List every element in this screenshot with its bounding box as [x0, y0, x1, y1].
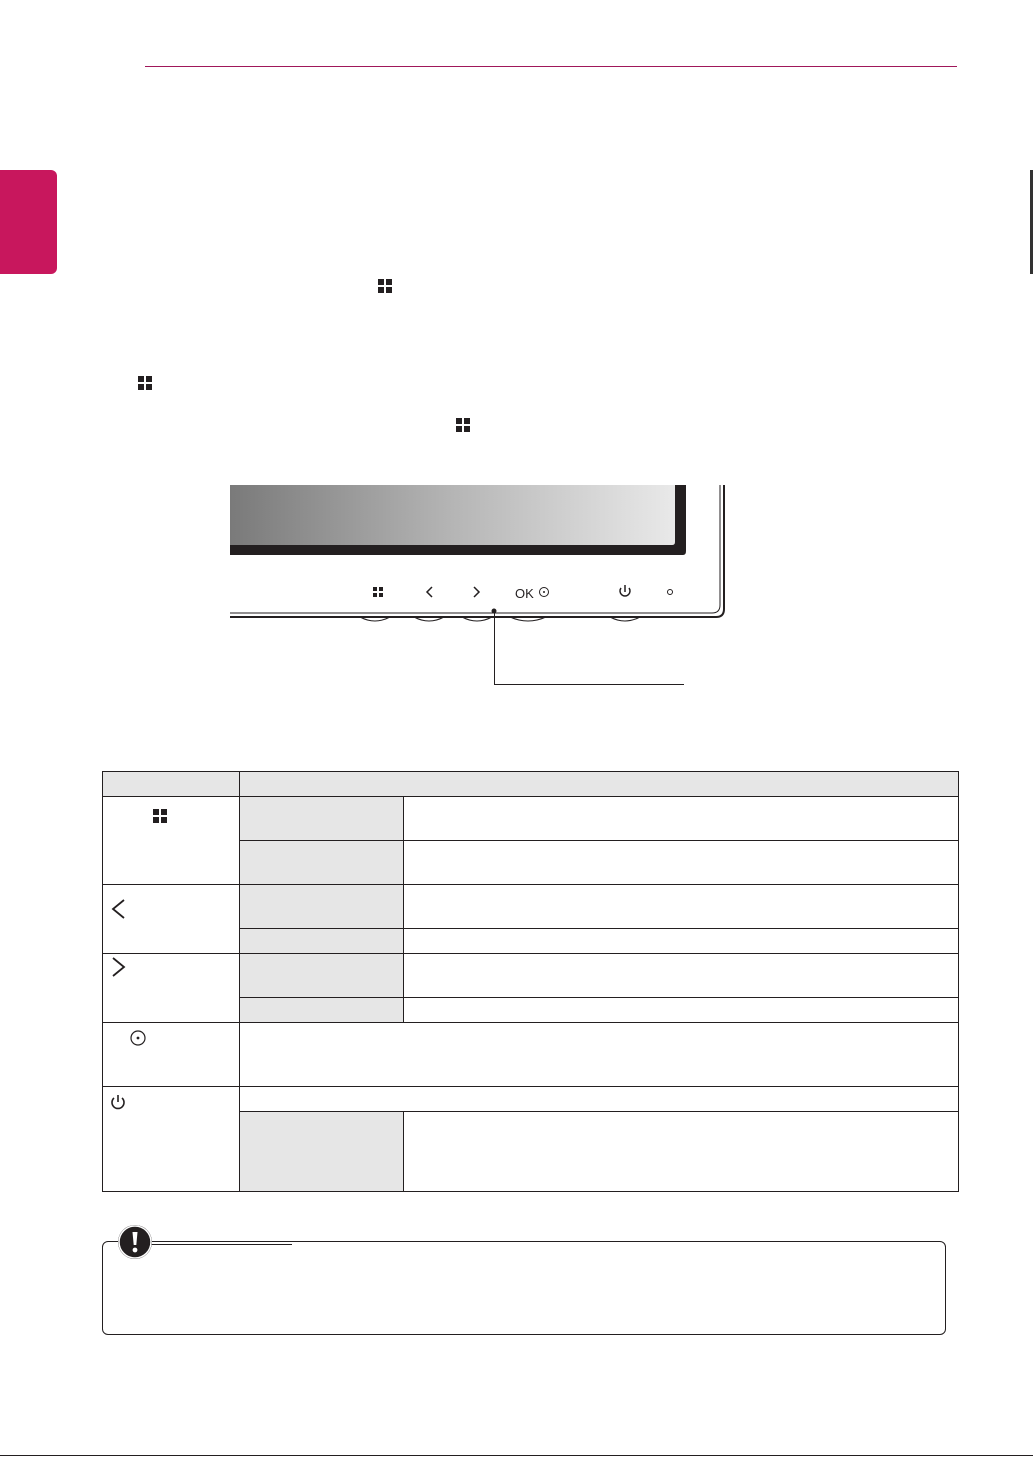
table-row — [103, 954, 959, 998]
table-subcell — [240, 929, 404, 954]
table-cell — [404, 885, 959, 929]
bezel-ok-label: OK — [515, 586, 534, 601]
circle-dot-icon — [129, 1029, 147, 1047]
table-cell — [404, 797, 959, 841]
callout-line — [494, 684, 684, 685]
monitor-bottom-illustration — [228, 485, 728, 635]
bezel-left-icon — [427, 587, 432, 597]
button-cell-right — [103, 954, 240, 1023]
chevron-left-icon — [109, 897, 127, 921]
button-cell-menu — [103, 797, 240, 885]
table-cell — [404, 1112, 959, 1192]
menu-grid-icon — [153, 809, 167, 823]
footer-rule — [0, 1455, 1033, 1456]
bezel-menu-icon — [373, 587, 383, 597]
power-led-indicator — [668, 590, 673, 595]
table-row — [103, 1087, 959, 1112]
table-header-cell — [240, 772, 959, 797]
table-subcell — [240, 797, 404, 841]
table-subcell — [240, 885, 404, 929]
table-row — [103, 1023, 959, 1087]
table-cell — [404, 954, 959, 998]
table-header-row — [103, 772, 959, 797]
table-subcell — [240, 954, 404, 998]
button-cell-left — [103, 885, 240, 954]
button-cell-ok — [103, 1023, 240, 1087]
exclamation-icon — [117, 1224, 153, 1260]
table-subcell — [240, 998, 404, 1023]
table-row — [103, 797, 959, 841]
table-cell — [404, 929, 959, 954]
note-box — [102, 1241, 946, 1335]
language-tab — [0, 170, 57, 274]
chevron-right-icon — [109, 955, 127, 979]
table-header-cell — [103, 772, 240, 797]
bezel-power-icon — [620, 585, 630, 596]
note-header-rule — [150, 1244, 292, 1245]
menu-grid-icon — [138, 376, 152, 390]
callout-line — [494, 610, 495, 685]
menu-grid-icon — [456, 418, 470, 432]
header-rule — [145, 66, 957, 67]
table-cell — [240, 1087, 959, 1112]
table-subcell — [240, 1112, 404, 1192]
table-cell — [404, 998, 959, 1023]
button-function-table — [102, 771, 959, 1192]
table-row — [103, 885, 959, 929]
button-cell-power — [103, 1087, 240, 1192]
power-icon — [109, 1093, 127, 1111]
bezel-right-icon — [474, 587, 479, 597]
table-cell — [240, 1023, 959, 1087]
menu-grid-icon — [378, 279, 392, 293]
table-cell — [404, 841, 959, 885]
table-subcell — [240, 841, 404, 885]
